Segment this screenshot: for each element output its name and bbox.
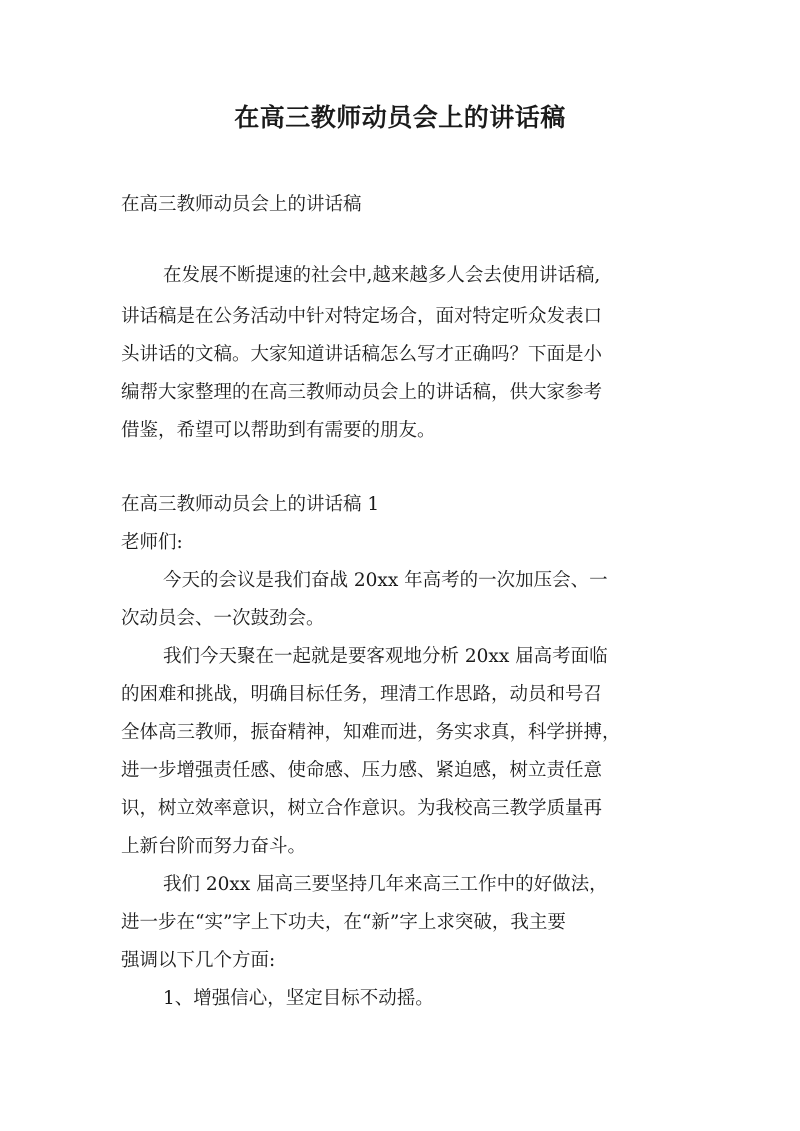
paragraph-line: 次动员会、一次鼓劲会。 (121, 608, 325, 629)
paragraph-line: 上新台阶而努力奋斗。 (121, 836, 307, 857)
paragraph-line: 进一步增强责任感、使命感、压力感、紧迫感，树立责任意 (121, 760, 603, 781)
salutation: 老师们: (121, 532, 183, 553)
paragraph-line: 今天的会议是我们奋战 20xx 年高考的一次加压会、一 (163, 570, 608, 591)
intro-line: 借鉴，希望可以帮助到有需要的朋友。 (121, 420, 436, 441)
paragraph-line: 我们今天聚在一起就是要客观地分析 20xx 届高考面临 (163, 646, 608, 667)
list-item: 1、增强信心，坚定目标不动摇。 (163, 988, 434, 1009)
intro-line: 讲话稿是在公务活动中针对特定场合，面对特定听众发表口 (121, 306, 603, 327)
paragraph-line: 的困难和挑战，明确目标任务，理清工作思路，动员和号召 (121, 684, 603, 705)
paragraph-line: 全体高三教师，振奋精神，知难而进，务实求真，科学拼搏， (121, 722, 621, 743)
intro-line: 编帮大家整理的在高三教师动员会上的讲话稿，供大家参考 (121, 382, 603, 403)
paragraph-line: 强调以下几个方面: (121, 950, 276, 971)
paragraph-line: 进一步在“实”字上下功夫，在“新”字上求突破，我主要 (121, 912, 566, 933)
paragraph-line: 识，树立效率意识，树立合作意识。为我校高三教学质量再 (121, 798, 603, 819)
paragraph-line: 我们 20xx 届高三要坚持几年来高三工作中的好做法， (163, 874, 608, 895)
intro-line: 在发展不断提速的社会中,越来越多人会去使用讲话稿, (163, 265, 601, 286)
document-title: 在高三教师动员会上的讲话稿 (234, 103, 566, 132)
document-subtitle: 在高三教师动员会上的讲话稿 (121, 194, 362, 215)
section-heading: 在高三教师动员会上的讲话稿 1 (121, 494, 380, 515)
intro-line: 头讲话的文稿。大家知道讲话稿怎么写才正确吗？下面是小 (121, 344, 603, 365)
